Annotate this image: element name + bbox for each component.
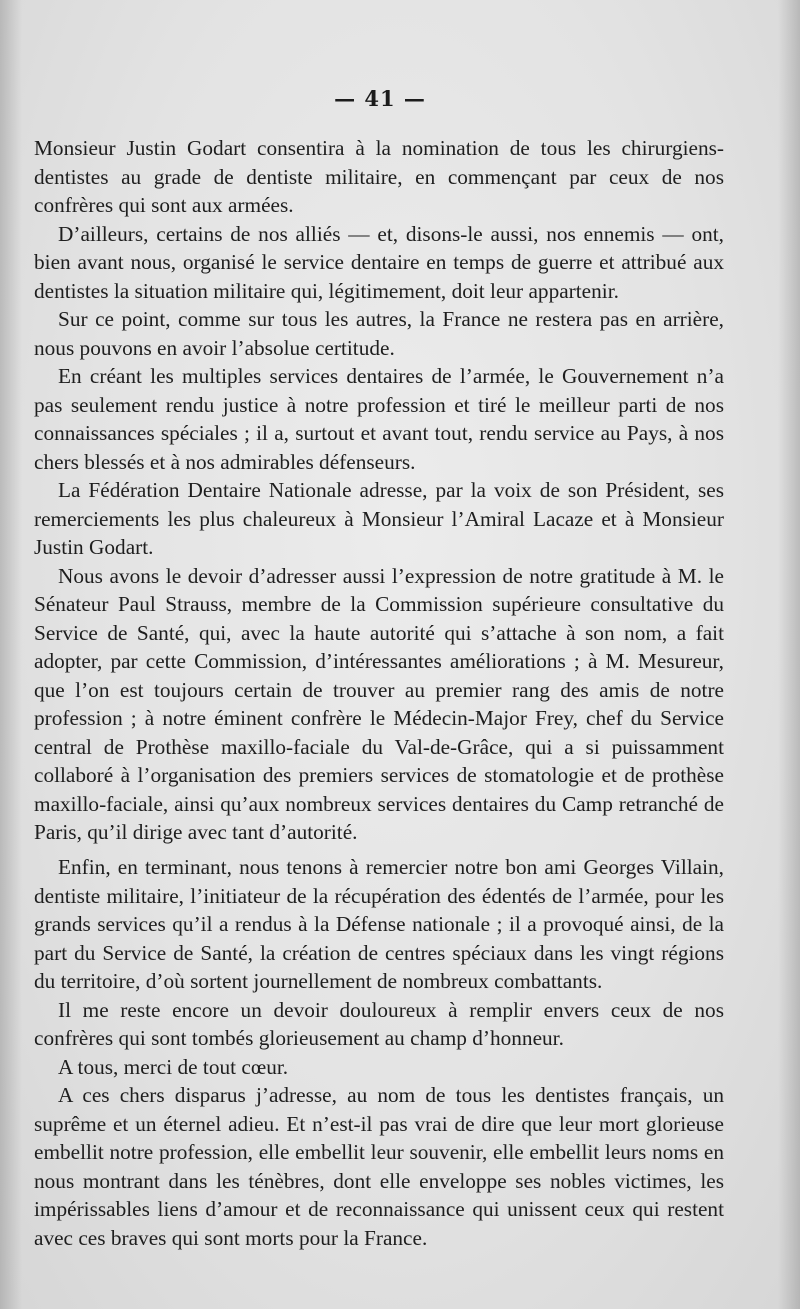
page-number: — 41 — bbox=[334, 86, 426, 111]
paragraph: Nous avons le devoir d’adresser aussi l’expression de notre gratitude à M. le Sénateur Paul Strauss, membre de la Commission supérieure consultative du Service de Santé, qui, avec la haute autorité qui s’attache à son nom, a fait adopter, par cette Commission, d’intéressantes améliorations ; à M. Mesureur, que l’on est toujours certain de trouver au premier rang des amis de notre profession ; à notre éminent confrère le Médecin-Major Frey, chef du Service central de Prothèse maxillo-faciale du Val-de-Grâce, qui a si puissamment collaboré à l’organisation des premiers services de stomatologie et de prothèse maxillo-faciale, ainsi qu’aux nombreux services dentaires du Camp retranché de Paris, qu’il dirige avec tant d’autorité. bbox=[34, 563, 724, 844]
body-text-bottom bbox=[34, 853, 724, 1252]
paragraph: Monsieur Justin Godart consentira à la nomination de tous les chirurgiens-dentistes au grade de dentiste militaire, en commençant par ceux de nos confrères qui sont aux armées. bbox=[34, 136, 724, 217]
paragraph: La Fédération Dentaire Nationale adresse, par la voix de son Président, ses remerciements les plus chaleureux à Monsieur l’Amiral Lacaze et à Monsieur Justin Godart. bbox=[34, 478, 724, 559]
paragraph: A ces chers disparus j’adresse, au nom de tous les dentistes français, un suprême et un éternel adieu. Et n’est-il pas vrai de dire que leur mort glorieuse embellit notre profession, elle embellit leur souvenir, elle embellit leurs noms en nous montrant dans les ténèbres, dont elle enveloppe ses nobles victimes, les impérissables liens d’amour et de reconnaissance qui unissent ceux qui restent avec ces braves qui sont morts pour la France. bbox=[34, 1083, 724, 1250]
paragraph: A tous, merci de tout cœur. bbox=[58, 1054, 289, 1079]
paragraph: En créant les multiples services dentaires de l’armée, le Gouvernement n’a pas seulement rendu justice à notre profession et tiré le meilleur parti de nos connaissances spéciales ; il a, surtout et avant tout, rendu service au Pays, à nos chers blessés et à nos admirables défenseurs. bbox=[34, 364, 724, 474]
paragraph: Il me reste encore un devoir douloureux à remplir envers ceux de nos confrères qui sont tombés glorieusement au champ d’honneur. bbox=[34, 997, 724, 1050]
paragraph: Enfin, en terminant, nous tenons à remercier notre bon ami Georges Villain, dentiste militaire, l’initiateur de la récupération des édentés de l’armée, pour les grands services qu’il a rendus à la Défense nationale ; il a provoqué ainsi, de la part du Service de Santé, la création de centres spéciaux dans les vingt régions du territoire, d’où sortent journellement de nombreux combattants. bbox=[34, 855, 724, 993]
paragraph: D’ailleurs, certains de nos alliés — et, disons-le aussi, nos ennemis — ont, bien avant nous, organisé le service dentaire en temps de guerre et attribué aux dentistes la situation militaire qui, légitimement, doit leur appartenir. bbox=[34, 221, 724, 303]
body-text-top bbox=[34, 134, 724, 847]
page-edge-shadow-left bbox=[0, 0, 22, 1309]
paragraph: Sur ce point, comme sur tous les autres, la France ne restera pas en arrière, nous pouvons en avoir l’absolue certitude. bbox=[34, 307, 724, 360]
page-edge-shadow-right bbox=[778, 0, 800, 1309]
